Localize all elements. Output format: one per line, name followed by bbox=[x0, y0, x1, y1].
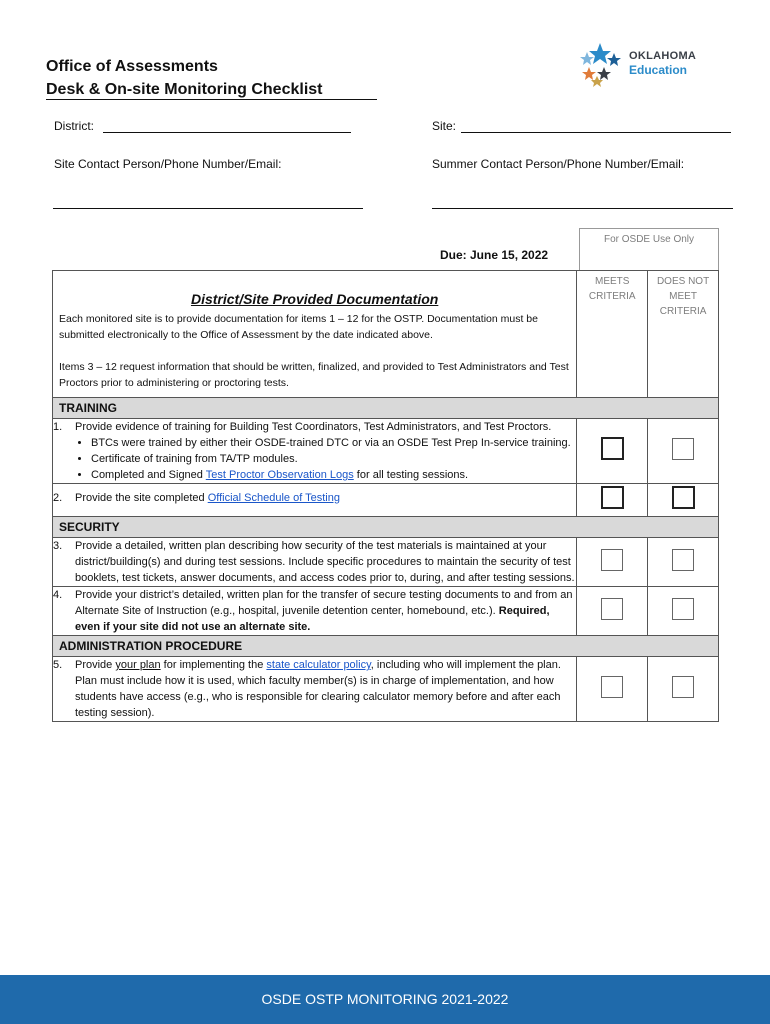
documentation-heading: District/Site Provided Documentation bbox=[190, 291, 439, 307]
summer-contact-input-line[interactable] bbox=[432, 198, 733, 209]
title-underline bbox=[46, 99, 377, 100]
does-not-meet-checkbox[interactable] bbox=[672, 486, 695, 509]
checklist-item-5 bbox=[53, 657, 719, 722]
logo-text-education: Education bbox=[629, 63, 688, 77]
intro-paragraph-2: Items 3 – 12 request information that should be written, finalized, and provided to Test Administrators and Test Proctors prior to administering or proctoring tests. bbox=[59, 361, 569, 389]
bullet-item: • Completed and Signed Test Proctor Observation Logs for all testing sessions. bbox=[91, 467, 576, 483]
summer-contact-label: Summer Contact Person/Phone Number/Email: bbox=[432, 157, 685, 171]
item-description: Provide the site completed bbox=[75, 492, 208, 504]
section-administration-procedure: ADMINISTRATION PROCEDURE bbox=[53, 636, 719, 657]
meets-cell bbox=[577, 538, 648, 587]
does-not-meet-checkbox[interactable] bbox=[672, 549, 694, 571]
due-date: Due: June 15, 2022 bbox=[440, 248, 549, 262]
item-description: Provide your district’s detailed, written plan for the transfer of secure testing documents to and from an Alternate Site of Instruction (e.g., hospital, juvenile detention center, homebound, etc.). bbox=[75, 589, 573, 617]
meets-criteria-header: MEETS CRITERIA bbox=[577, 271, 648, 398]
official-schedule-of-testing-link[interactable]: Official Schedule of Testing bbox=[207, 492, 340, 504]
star-cluster-icon bbox=[575, 40, 625, 88]
site-contact-label: Site Contact Person/Phone Number/Email: bbox=[54, 157, 282, 171]
item-number: 2. bbox=[53, 492, 63, 504]
intro-row bbox=[53, 271, 719, 398]
checklist-item-2 bbox=[53, 484, 719, 517]
item-number: 5. bbox=[53, 659, 63, 671]
meets-cell bbox=[577, 657, 648, 722]
district-input-line[interactable] bbox=[103, 132, 351, 133]
item-description-mid: for implementing the bbox=[160, 659, 267, 671]
bullet-item: • BTCs were trained by either their OSDE-trained DTC or via an OSDE Test Prep In-service training. bbox=[91, 435, 576, 451]
item-1-text bbox=[53, 419, 577, 484]
meets-criteria-checkbox[interactable] bbox=[601, 486, 624, 509]
item-description-end: , including who will implement the plan. Plan must include how it is used, which faculty member(s) is in charge of implementation, and how students have access (e.g., who is responsible for clearing calculator memory before and after each testing session). bbox=[75, 659, 561, 719]
not-meet-cell bbox=[648, 484, 719, 517]
your-plan-underlined: your plan bbox=[115, 659, 161, 671]
site-field bbox=[432, 119, 731, 133]
item-3-text bbox=[53, 538, 577, 587]
not-meet-cell bbox=[648, 538, 719, 587]
site-label: Site: bbox=[432, 119, 457, 133]
meets-cell bbox=[577, 484, 648, 517]
checklist-item-1 bbox=[53, 419, 719, 484]
item-number: 4. bbox=[53, 589, 63, 601]
bullet-item: • Certificate of training from TA/TP modules. bbox=[91, 451, 576, 467]
does-not-meet-checkbox[interactable] bbox=[672, 598, 694, 620]
test-proctor-observation-logs-link[interactable]: Test Proctor Observation Logs bbox=[205, 469, 354, 481]
not-meet-cell bbox=[648, 657, 719, 722]
meets-criteria-checkbox[interactable] bbox=[601, 549, 623, 571]
section-training: TRAINING bbox=[53, 398, 719, 419]
checklist-item-3 bbox=[53, 538, 719, 587]
checklist-item-4 bbox=[53, 587, 719, 636]
does-not-meet-criteria-header: DOES NOT MEET CRITERIA bbox=[648, 271, 719, 398]
meets-criteria-checkbox[interactable] bbox=[601, 437, 624, 460]
item-number: 3. bbox=[53, 540, 63, 552]
item-description: Provide evidence of training for Building Test Coordinators, Test Administrators, and Test Proctors. bbox=[75, 421, 552, 433]
item-number: 1. bbox=[53, 421, 63, 433]
logo-text-oklahoma: OKLAHOMA bbox=[629, 50, 697, 62]
district-label: District: bbox=[54, 119, 94, 133]
osde-use-only-label: For OSDE Use Only bbox=[579, 228, 719, 270]
page-title: Office of Assessments bbox=[46, 58, 218, 75]
meets-criteria-checkbox[interactable] bbox=[601, 598, 623, 620]
item-description: Provide a detailed, written plan describing how security of the test materials is maintained at your district/building(s) and during test sessions. Include specific procedures to maintain the security of test booklets, test tickets, answer documents, and access codes prior to, during, and after testing sessions. bbox=[75, 540, 575, 584]
item-description: Provide bbox=[75, 659, 116, 671]
not-meet-cell bbox=[648, 419, 719, 484]
state-calculator-policy-link[interactable]: state calculator policy bbox=[266, 659, 371, 671]
does-not-meet-checkbox[interactable] bbox=[672, 676, 694, 698]
meets-criteria-checkbox[interactable] bbox=[601, 676, 623, 698]
section-security: SECURITY bbox=[53, 517, 719, 538]
footer-banner: OSDE OSTP MONITORING 2021-2022 bbox=[0, 975, 770, 1024]
intro-cell bbox=[53, 271, 577, 398]
meets-cell bbox=[577, 419, 648, 484]
site-input-line[interactable] bbox=[461, 132, 731, 133]
item-required-note: Required, even if your site did not use an alternate site. bbox=[75, 605, 550, 633]
site-contact-input-line[interactable] bbox=[53, 198, 363, 209]
checklist-table bbox=[52, 270, 719, 722]
does-not-meet-checkbox[interactable] bbox=[672, 438, 694, 460]
intro-paragraph-1: Each monitored site is to provide documentation for items 1 – 12 for the OSTP. Documentation must be submitted electronically to the Office of Assessment by the date indicated above. bbox=[59, 313, 538, 341]
item-4-text bbox=[53, 587, 577, 636]
not-meet-cell bbox=[648, 587, 719, 636]
district-field bbox=[54, 119, 351, 133]
item-5-text bbox=[53, 657, 577, 722]
meets-cell bbox=[577, 587, 648, 636]
page-subtitle: Desk & On-site Monitoring Checklist bbox=[46, 81, 323, 98]
oklahoma-education-logo bbox=[575, 40, 735, 88]
item-2-text bbox=[53, 484, 577, 517]
